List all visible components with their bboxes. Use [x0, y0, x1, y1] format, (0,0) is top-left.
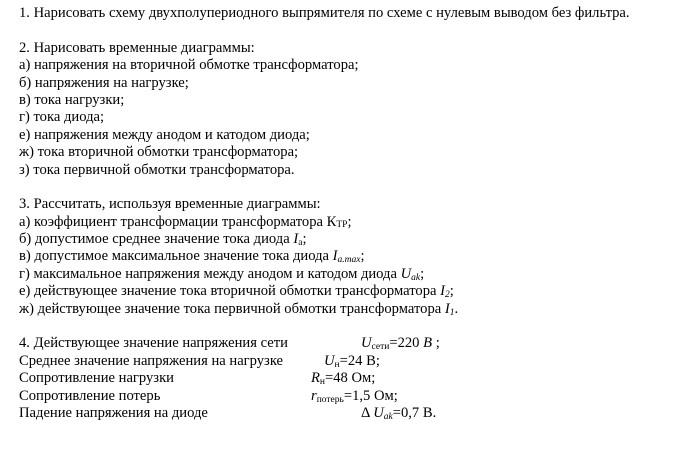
row-label: Сопротивление нагрузки	[19, 370, 174, 387]
value-tail: ;	[432, 335, 440, 352]
task-4-row-load-voltage	[19, 353, 679, 370]
item-text: в) допустимое максимальное значение тока диода	[19, 248, 333, 265]
symbol-subscript: н	[334, 359, 340, 370]
task-3-title: 3. Рассчитать, используя временные диаграммы:	[19, 196, 321, 213]
symbol-subscript: потерь	[316, 394, 344, 405]
task-3-item-c	[19, 248, 679, 265]
value-text: =220	[389, 335, 424, 352]
symbol: I	[440, 283, 445, 300]
item-tail: .	[454, 300, 459, 317]
task-2-item-c: в) тока нагрузки;	[19, 91, 125, 108]
symbol: R	[311, 370, 320, 387]
item-text: ж) действующее значение тока первичной обмотки трансформатора	[19, 300, 445, 317]
symbol: U	[361, 335, 372, 352]
value-text: =24 В;	[339, 352, 380, 369]
symbol: U	[324, 352, 335, 369]
task-4-row-loss-resistance	[19, 388, 679, 405]
task-2-item-a: а) напряжения на вторичной обмотке трансформатора;	[19, 57, 359, 74]
value-text: =48 Ом;	[325, 370, 376, 387]
spacer	[19, 179, 679, 196]
task-2-item-e: е) напряжения между анодом и катодом диода;	[19, 126, 310, 143]
symbol-subscript: ak	[383, 411, 393, 422]
task-3-item-d	[19, 266, 679, 283]
task-4-row-mains-voltage	[19, 335, 679, 352]
symbol-subscript: 2	[445, 290, 450, 301]
row-value	[311, 388, 398, 405]
symbol-subscript: ak	[411, 272, 421, 283]
task-2-item-g: з) тока первичной обмотки трансформатора.	[19, 161, 295, 178]
task-2-item-d: г) тока диода;	[19, 109, 105, 126]
value-text: =0,7 В.	[392, 404, 437, 421]
symbol: r	[311, 387, 317, 404]
row-value	[324, 353, 380, 370]
task-4-row-load-resistance	[19, 370, 679, 387]
item-text: а) коэффициент трансформации трансформатора К	[19, 213, 337, 230]
task-3-item-e	[19, 283, 679, 300]
task-3-item-a	[19, 214, 679, 231]
item-tail: ;	[360, 248, 365, 265]
item-tail: ;	[302, 231, 307, 248]
symbol: U	[373, 404, 384, 421]
task-3-item-b	[19, 231, 679, 248]
symbol-subscript: ТР	[336, 219, 348, 230]
task-4-row-diode-drop	[19, 405, 679, 422]
symbol: I	[444, 300, 450, 317]
row-label: 4. Действующее значение напряжения сети	[19, 335, 288, 352]
item-text: б) допустимое среднее значение тока диода	[19, 231, 294, 248]
delta-prefix: Δ	[361, 404, 374, 421]
symbol-subscript: сети	[371, 342, 390, 353]
row-value	[361, 335, 440, 352]
task-2-item-f: ж) тока вторичной обмотки трансформатора;	[19, 144, 299, 161]
row-label: Среднее значение напряжения на нагрузке	[19, 352, 284, 369]
row-value	[361, 405, 436, 422]
symbol: U	[400, 265, 412, 282]
task-2-title: 2. Нарисовать временные диаграммы:	[19, 39, 255, 56]
symbol-subscript: н	[319, 377, 326, 388]
unit: В	[423, 335, 433, 352]
symbol-subscript: а	[298, 238, 303, 249]
row-label: Сопротивление потерь	[19, 387, 161, 404]
document	[19, 5, 679, 422]
task-2-item-b: б) напряжения на нагрузке;	[19, 74, 189, 91]
symbol: I	[332, 248, 338, 265]
symbol-subscript: 1	[449, 307, 455, 318]
value-text: =1,5 Ом;	[343, 387, 398, 404]
item-tail: ;	[347, 213, 352, 230]
item-tail: ;	[449, 283, 454, 300]
symbol: I	[293, 231, 299, 248]
item-text: г) максимальное напряжения между анодом и катодом диода	[19, 265, 401, 282]
task-1: 1. Нарисовать схему двухполупериодного выпрямителя по схеме с нулевым выводом без фильтра.	[19, 5, 630, 21]
spacer	[19, 318, 679, 335]
symbol-subscript: a.max	[337, 255, 361, 266]
spacer	[19, 22, 679, 39]
item-text: е) действующее значение тока вторичной обмотки трансформатора	[19, 283, 441, 300]
item-tail: ;	[420, 265, 425, 282]
row-label: Падение напряжения на диоде	[19, 404, 208, 421]
row-value	[311, 370, 375, 387]
task-3-item-f	[19, 301, 679, 318]
